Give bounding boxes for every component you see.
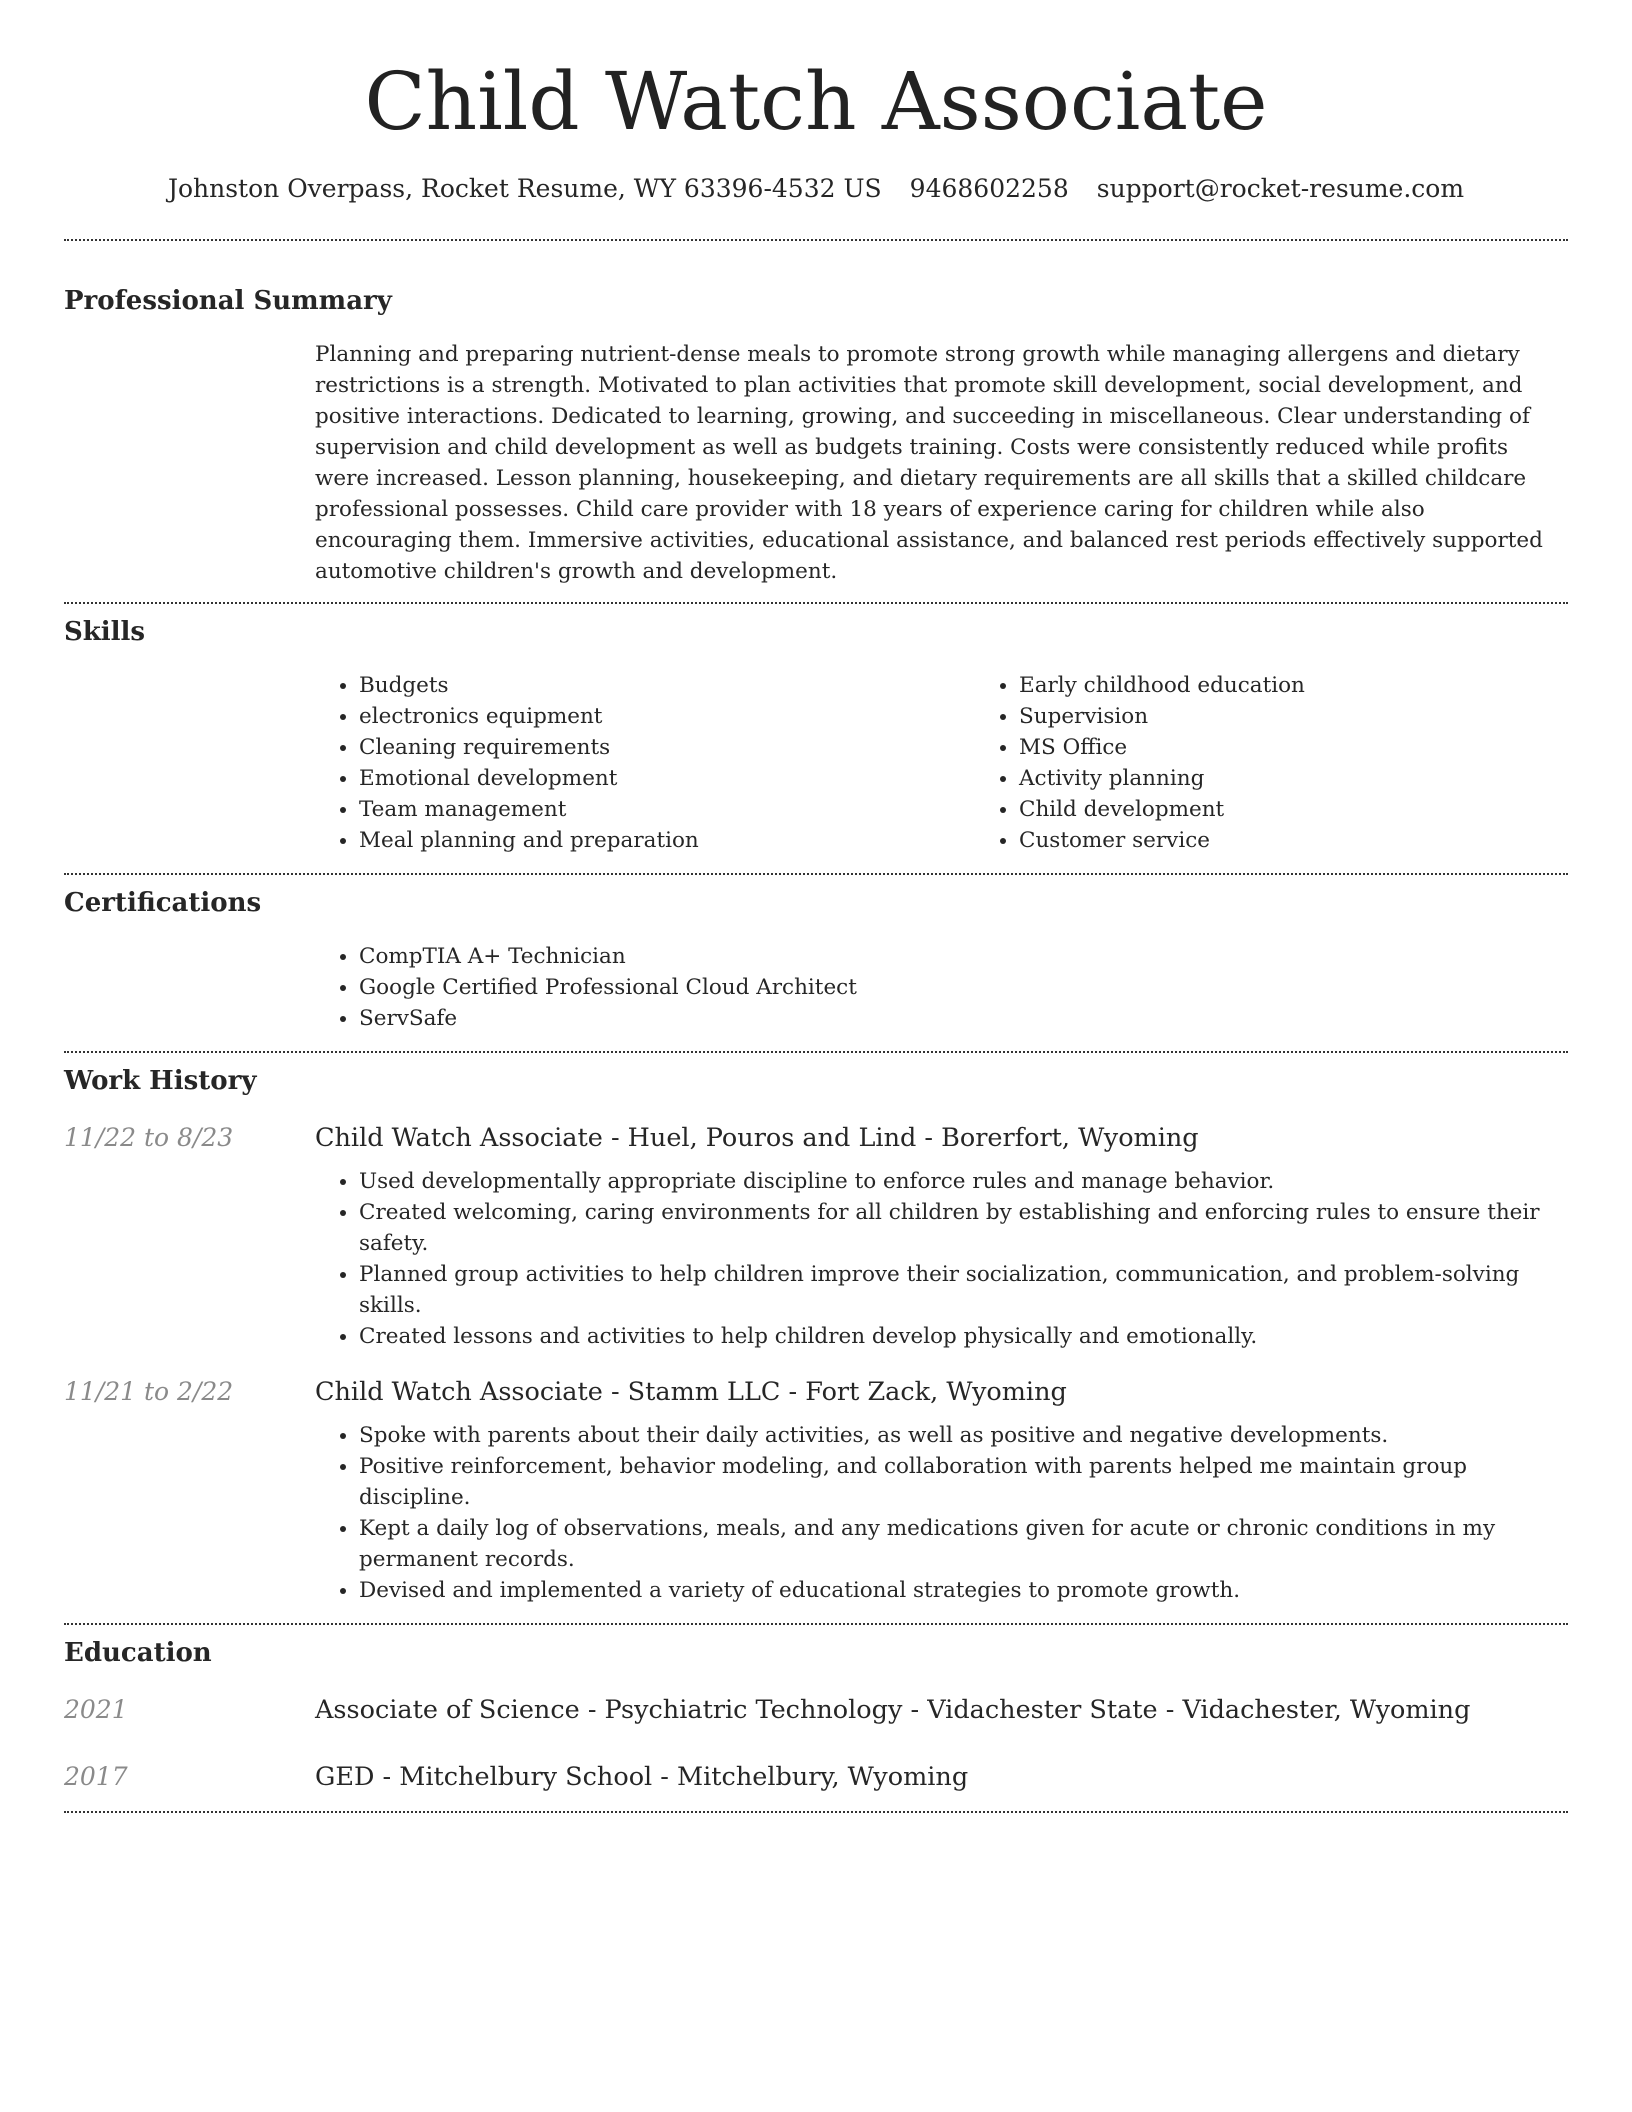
skill-item: • Customer service [1019, 825, 1632, 856]
skills-title: Skills [64, 617, 146, 647]
job-duties [315, 1420, 1568, 1606]
summary-title: Professional Summary [64, 286, 392, 316]
certifications-list [315, 941, 1568, 1034]
skill-item: • Meal planning and preparation [359, 825, 975, 856]
skill-item: • MS Office [1019, 732, 1632, 763]
duty-item: • Kept a daily log of observations, meals, and any medications given for acute or chronic conditions in my permanent records. [359, 1513, 1568, 1575]
skill-item: • Team management [359, 794, 975, 825]
certifications-title: Certifications [64, 888, 262, 918]
education-heading: GED - Mitchelbury School - Mitchelbury, Wyoming [315, 1762, 969, 1792]
skills-section [64, 615, 1568, 856]
skill-item: • Supervision [1019, 701, 1632, 732]
duty-item: • Spoke with parents about their daily activities, as well as positive and negative developments. [359, 1420, 1568, 1451]
job-dates: 11/21 to 2/22 [64, 1377, 234, 1406]
work-history-title: Work History [64, 1066, 257, 1096]
contact-email: support@rocket-resume.com [1096, 174, 1465, 203]
certifications-section [64, 886, 1568, 1034]
contact-address: Johnston Overpass, Rocket Resume, WY 63396-4532 US [167, 174, 882, 203]
contact-line [64, 172, 1568, 206]
education-heading: Associate of Science - Psychiatric Technology - Vidachester State - Vidachester, Wyoming [315, 1695, 1471, 1725]
candidate-name: Child Watch Associate [364, 55, 1268, 148]
skills-list-right [975, 670, 1632, 856]
duty-item: • Created welcoming, caring environments for all children by establishing and enforcing rules to ensure their safety. [359, 1197, 1568, 1259]
duty-item: • Planned group activities to help children improve their socialization, communication, and problem-solving skills. [359, 1259, 1568, 1321]
skill-item: • Child development [1019, 794, 1632, 825]
contact-phone: 9468602258 [909, 174, 1069, 203]
education-year: 2021 [64, 1695, 128, 1724]
duty-item: • Devised and implemented a variety of educational strategies to promote growth. [359, 1575, 1568, 1606]
job-heading: Child Watch Associate - Stamm LLC - Fort Zack, Wyoming [315, 1377, 1067, 1407]
certification-item: • CompTIA A+ Technician [359, 941, 1568, 972]
work-history-section [64, 1064, 1568, 1606]
section-divider [64, 1811, 1568, 1813]
section-divider [64, 1051, 1568, 1053]
job-entry [64, 1121, 1568, 1352]
skill-item: • Emotional development [359, 763, 975, 794]
job-dates: 11/22 to 8/23 [64, 1123, 234, 1152]
skill-item: • Cleaning requirements [359, 732, 975, 763]
skill-item: • Budgets [359, 670, 975, 701]
education-year: 2017 [64, 1762, 128, 1791]
job-duties [315, 1166, 1568, 1352]
section-divider [64, 1623, 1568, 1625]
section-divider [64, 239, 1568, 241]
section-divider [64, 873, 1568, 875]
education-title: Education [64, 1638, 212, 1668]
education-entry [64, 1760, 1568, 1794]
job-heading: Child Watch Associate - Huel, Pouros and Lind - Borerfort, Wyoming [315, 1123, 1199, 1153]
duty-item: • Positive reinforcement, behavior modeling, and collaboration with parents helped me maintain group discipline. [359, 1451, 1568, 1513]
skill-item: • electronics equipment [359, 701, 975, 732]
certification-item: • ServSafe [359, 1003, 1568, 1034]
duty-item: • Used developmentally appropriate discipline to enforce rules and manage behavior. [359, 1166, 1568, 1197]
skill-item: • Activity planning [1019, 763, 1632, 794]
education-section [64, 1636, 1568, 1794]
summary-section [64, 284, 1568, 587]
certification-item: • Google Certified Professional Cloud Architect [359, 972, 1568, 1003]
skill-item: • Early childhood education [1019, 670, 1632, 701]
skills-list-left [315, 670, 975, 856]
duty-item: • Created lessons and activities to help children develop physically and emotionally. [359, 1321, 1568, 1352]
job-entry [64, 1375, 1568, 1606]
education-entry [64, 1693, 1568, 1727]
summary-text: Planning and preparing nutrient-dense meals to promote strong growth while managing allergens and dietary restrictions is a strength. Motivated to plan activities that promote skill development, social development, and positive interactions. Dedicated to learning, growing, and succeeding in miscellaneous. Clear understanding of supervision and child development as well as budgets training. Costs were consistently reduced while profits were increased. Lesson planning, housekeeping, and dietary requirements are all skills that a skilled childcare professional possesses. Child care provider with 18 years of experience caring for children while also encouraging them. Immersive activities, educational assistance, and balanced rest periods effectively supported automotive children's growth and development. [315, 342, 1543, 584]
section-divider [64, 602, 1568, 604]
resume-header [64, 0, 1568, 206]
